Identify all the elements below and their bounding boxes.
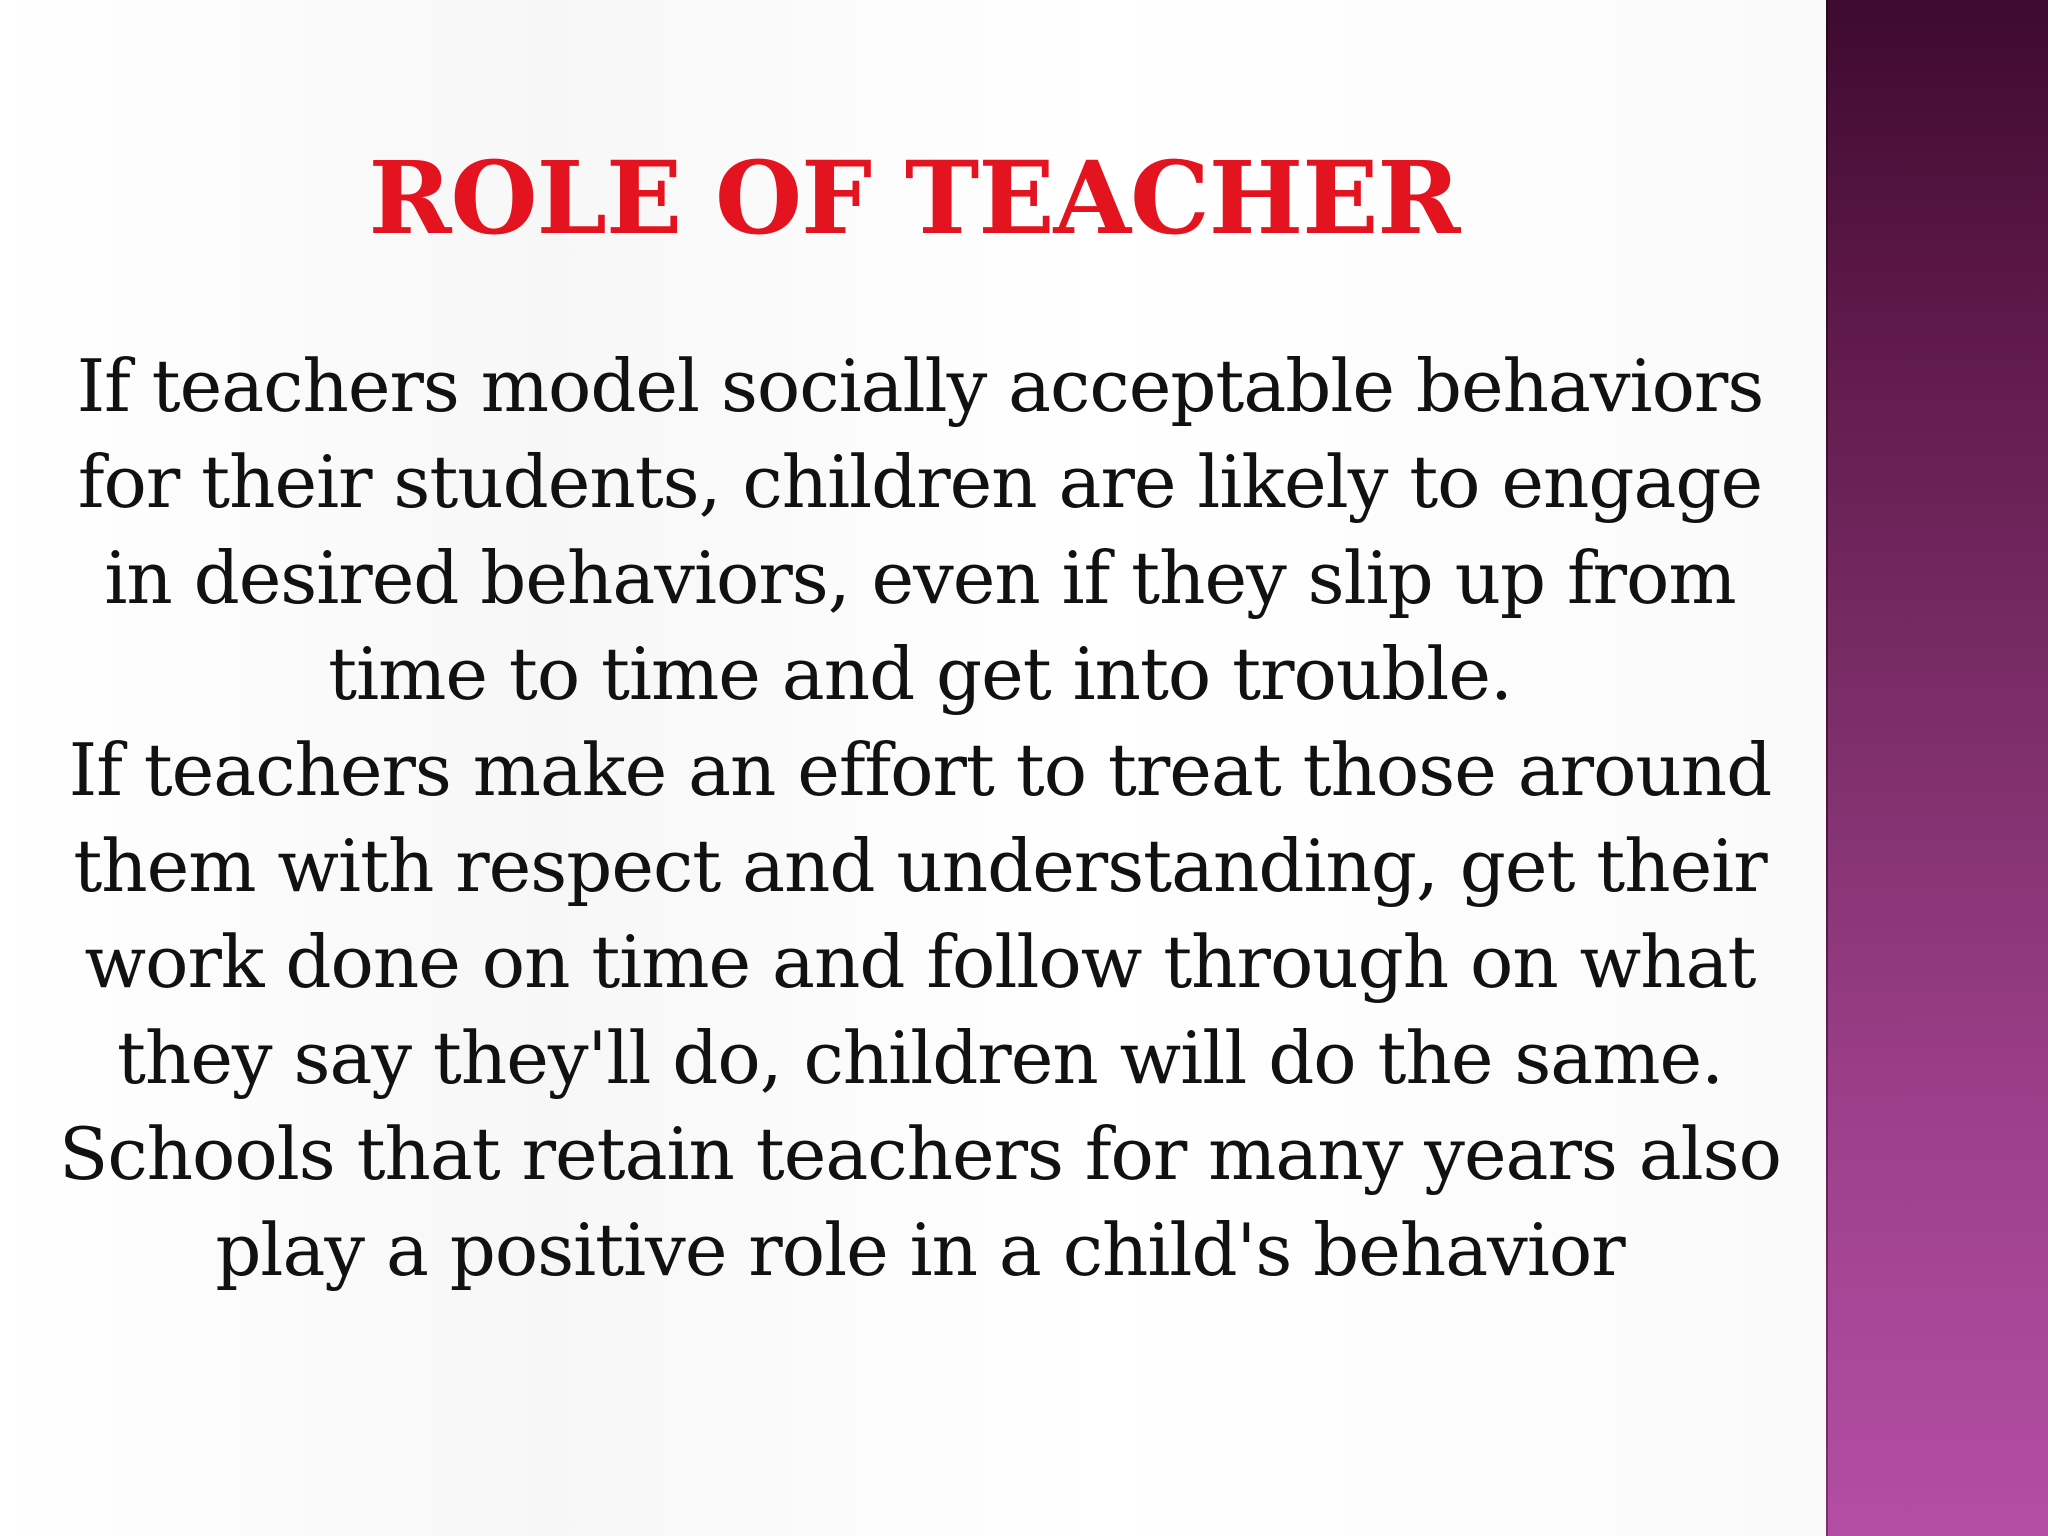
decorative-side-band (1828, 0, 2048, 1536)
body-line: If teachers make an effort to treat those around (68, 728, 1772, 812)
slide-title: ROLE OF TEACHER (368, 139, 1460, 257)
body-line: play a positive role in a child's behavior (215, 1208, 1625, 1292)
body-line: work done on time and follow through on what (84, 920, 1756, 1004)
body-line: they say they'll do, children will do the same. (117, 1016, 1723, 1100)
body-line: time to time and get into trouble. (328, 632, 1512, 716)
body-line: Schools that retain teachers for many years also (59, 1112, 1781, 1196)
body-line: them with respect and understanding, get their (73, 824, 1767, 908)
body-line: in desired behaviors, even if they slip up from (104, 536, 1736, 620)
slide-body-text (40, 338, 1800, 1298)
body-line: If teachers model socially acceptable behaviors (76, 344, 1764, 428)
body-line: for their students, children are likely to engage (77, 440, 1763, 524)
